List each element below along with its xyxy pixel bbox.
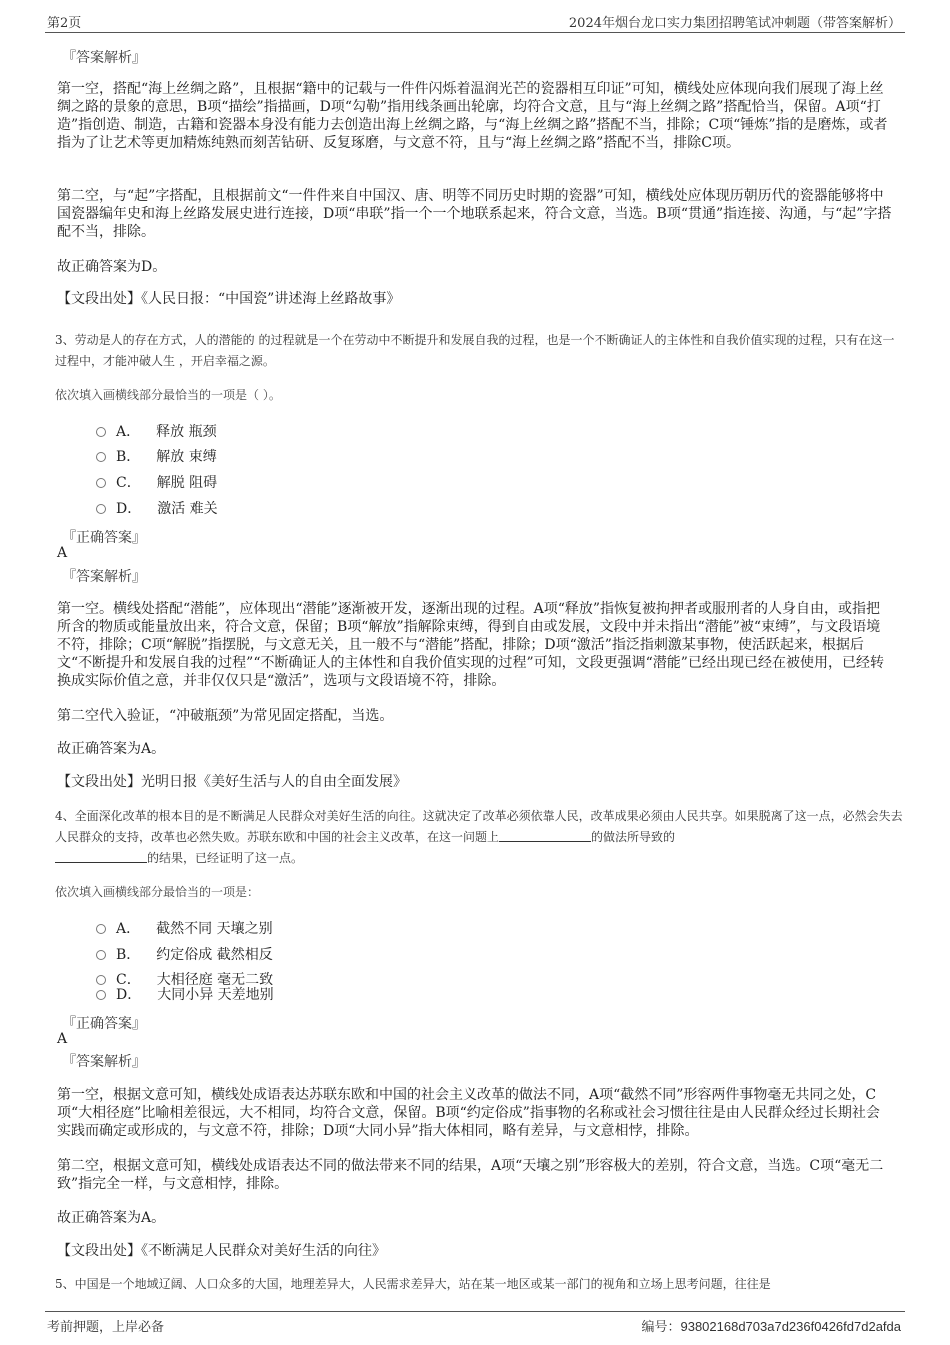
correct-answer-statement: 故正确答案为D。 <box>57 259 167 275</box>
correct-answer-label: 『正确答案』 <box>62 1016 146 1032</box>
analysis-paragraph: 第二空代入验证，“冲破瓶颈”为常见固定搭配，当选。 <box>57 708 394 724</box>
document-id: 编号：93802168d703a7d236f0426fd7d2afda <box>641 1319 901 1334</box>
option-b[interactable]: B． 约定俗成 截然相反 <box>96 944 273 964</box>
answer-analysis-label: 『答案解析』 <box>62 1054 146 1070</box>
analysis-paragraph: 第一空。横线处搭配“潜能”，应体现出“潜能”逐渐被开发，逐渐出现的过程。A项“释放”指恢复被拘押者或服刑者的人身自由，或指把所含的物质或能量放出来，符合文意，保留；B项“解放”指解除束缚，得到自由或发展，文段中并未指出“潜能”被“束缚”，与文段语境不符，排除；C项“解脱”指摆脱，与文意无关，且一般不与“潜能”搭配，排除；D项“激活”指泛指刺激某事物，使活跃起来，根据后文“不断提升和发展自我的过程”“不断确证人的主体性和自我价值实现的过程”可知，文段更强调“潜能”已经出现已经在被使用，已经转换成实际价值之意，并非仅仅只是“激活”，选项与文段语境不符，排除。 <box>57 601 884 689</box>
source-citation: 【文段出处】光明日报《美好生活与人的自由全面发展》 <box>57 774 407 790</box>
radio-icon[interactable] <box>96 504 106 514</box>
analysis-paragraph: 第一空，搭配“海上丝绸之路”，且根据“籍中的记载与一件件闪烁着温润光芒的瓷器相互印证”可知，横线处应体现向我们展现了海上丝绸之路的景象的意思，B项“描绘”指描画，D项“勾勒”指用线条画出轮廓，均符合文意，且与“海上丝绸之路”搭配恰当，保留。A项“打造”指创造、制造，古籍和瓷器本身没有能力去创造出海上丝绸之路，与“海上丝绸之路”搭配不当，排除；C项“锤炼”指的是磨炼，或者指为了让艺术等更加精炼纯熟而刻苦钻研、反复琢磨，与文意不符，且与“海上丝绸之路”搭配不当，排除C项。 <box>57 81 888 151</box>
answer-analysis-label: 『答案解析』 <box>62 569 146 585</box>
question-instruction: 依次填入画横线部分最恰当的一项是（ ）。 <box>55 388 281 402</box>
footer-slogan: 考前押题，上岸必备 <box>47 1320 165 1335</box>
option-c[interactable]: C． 大相径庭 毫无二致 <box>96 969 273 989</box>
analysis-paragraph: 第二空，与“起”字搭配，且根据前文“一件件来自中国汉、唐、明等不同历史时期的瓷器”可知，横线处应体现历朝历代的瓷器能够将中国瓷器编年史和海上丝路发展史进行连接，D项“串联”指一个一个地联系起来，符合文意，当选。B项“贯通”指连接、沟通，与“起”字搭配不当，排除。 <box>57 188 892 240</box>
page-header <box>45 10 905 33</box>
correct-answer: A <box>57 545 68 561</box>
radio-icon[interactable] <box>96 990 106 1000</box>
correct-answer-statement: 故正确答案为A。 <box>57 1210 166 1226</box>
radio-icon[interactable] <box>96 950 106 960</box>
question-text: 4、全面深化改革的根本目的是不断满足人民群众对美好生活的向往。这就决定了改革必须依靠人民，改革成果必须由人民共享。如果脱离了这一点，必然会失去人民群众的支持，改革也必然失败。苏联东欧和中国的社会主义改革，在这一问题上 的做法所导致的 的结果，已经证明了这一点。 <box>55 809 903 865</box>
analysis-paragraph: 第一空，根据文意可知，横线处成语表达苏联东欧和中国的社会主义改革的做法不同，A项“截然不同”形容两件事物毫无共同之处，C项“大相径庭”比喻相差很远，大不相同，均符合文意，保留。B项“约定俗成”指事物的名称或社会习惯往往是由人民群众经过长期社会实践而确定或形成的，与文意不符，排除；D项“大同小异”指大体相同，略有差异，与文意相悖，排除。 <box>57 1087 880 1139</box>
fill-blank <box>499 829 591 842</box>
source-citation: 【文段出处】《人民日报：“中国瓷”讲述海上丝路故事》 <box>57 291 401 307</box>
radio-icon[interactable] <box>96 924 106 934</box>
option-d[interactable]: D． 大同小异 天差地别 <box>96 984 274 1004</box>
question-instruction: 依次填入画横线部分最恰当的一项是： <box>55 885 260 899</box>
question-text: 5、中国是一个地域辽阔、人口众多的大国，地理差异大，人民需求差异大，站在某一地区或某一部门的视角和立场上思考问题，往往是 <box>55 1277 771 1291</box>
page-number: 第2页 <box>47 16 82 31</box>
fill-blank <box>55 850 147 863</box>
page-footer <box>45 1311 905 1336</box>
correct-answer: A <box>57 1031 68 1047</box>
radio-icon[interactable] <box>96 452 106 462</box>
source-citation: 【文段出处】《不断满足人民群众对美好生活的向往》 <box>57 1243 386 1259</box>
option-d[interactable]: D． 激活 难关 <box>96 498 218 518</box>
analysis-paragraph: 第二空，根据文意可知，横线处成语表达不同的做法带来不同的结果，A项“天壤之别”形容极大的差别，符合文意，当选。C项“毫无二致”指完全一样，与文意相悖，排除。 <box>57 1158 884 1192</box>
option-b[interactable]: B． 解放 束缚 <box>96 446 217 466</box>
option-c[interactable]: C． 解脱 阻碍 <box>96 472 217 492</box>
question-text: 3、劳动是人的存在方式，人的潜能的 的过程就是一个在劳动中不断提升和发展自我的过程，也是一个不断确证人的主体性和自我价值实现的过程，只有在这一过程中，才能冲破人生 ，开启幸福之源。 <box>55 333 895 368</box>
radio-icon[interactable] <box>96 427 106 437</box>
radio-icon[interactable] <box>96 478 106 488</box>
correct-answer-statement: 故正确答案为A。 <box>57 741 166 757</box>
option-a[interactable]: A． 截然不同 天壤之别 <box>96 918 273 938</box>
option-a[interactable]: A． 释放 瓶颈 <box>96 421 217 441</box>
correct-answer-label: 『正确答案』 <box>62 530 146 546</box>
answer-analysis-label: 『答案解析』 <box>62 50 146 66</box>
document-title: 2024年烟台龙口实力集团招聘笔试冲刺题（带答案解析） <box>568 16 901 31</box>
